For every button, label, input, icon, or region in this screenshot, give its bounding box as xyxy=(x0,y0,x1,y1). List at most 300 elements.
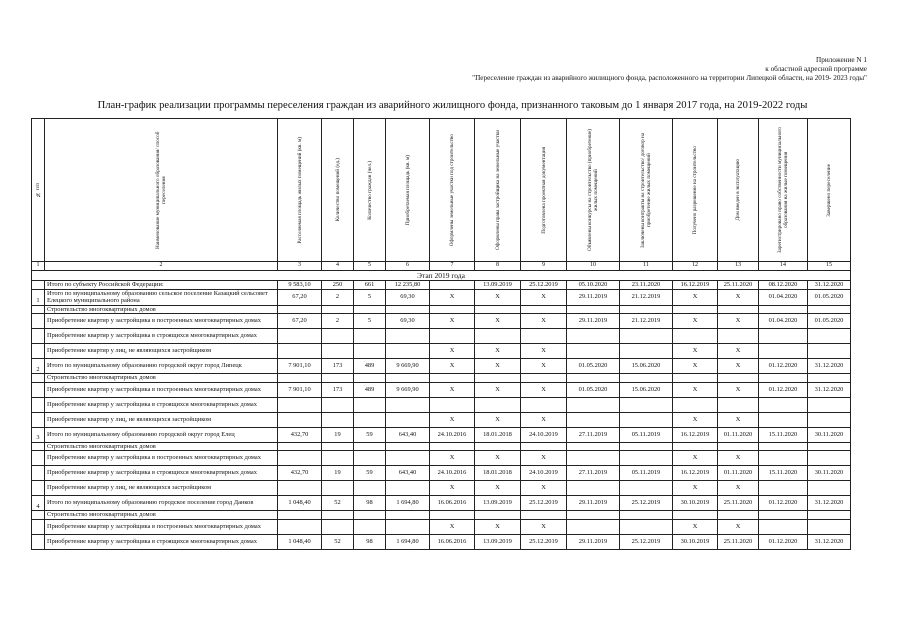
table-cell xyxy=(386,511,430,520)
table-cell: 25.12.2019 xyxy=(620,534,673,549)
table-cell: X xyxy=(475,412,521,427)
table-cell xyxy=(620,519,673,534)
row-number xyxy=(32,442,45,451)
row-number: 4 xyxy=(32,496,45,511)
row-number xyxy=(32,344,45,359)
table-cell xyxy=(475,305,521,314)
row-number xyxy=(32,481,45,496)
table-cell xyxy=(386,451,430,466)
table-cell xyxy=(521,305,567,314)
table-cell: 29.11.2019 xyxy=(567,289,620,305)
table-cell xyxy=(322,519,354,534)
row-number xyxy=(32,534,45,549)
table-cell: X xyxy=(718,289,759,305)
table-cell xyxy=(475,397,521,412)
table-cell xyxy=(567,305,620,314)
table-cell: 15.11.2020 xyxy=(759,427,808,442)
table-cell xyxy=(354,519,386,534)
table-cell: 30.11.2020 xyxy=(808,466,851,481)
table-cell: 31.12.2020 xyxy=(808,382,851,397)
table-cell xyxy=(718,329,759,344)
table-cell xyxy=(521,374,567,383)
table-cell xyxy=(386,329,430,344)
table-cell: 9 669,90 xyxy=(386,359,430,374)
table-cell: 16.12.2019 xyxy=(673,427,718,442)
table-cell: X xyxy=(521,382,567,397)
column-header-label: Дом введен в эксплуатацию xyxy=(735,159,741,221)
appendix-line-1: Приложение N 1 xyxy=(816,56,867,64)
table-cell: X xyxy=(430,314,475,329)
table-cell: X xyxy=(430,382,475,397)
table-cell: 05.10.2020 xyxy=(567,281,620,290)
table-cell xyxy=(430,511,475,520)
table-cell: 15.06.2020 xyxy=(620,359,673,374)
table-cell xyxy=(759,397,808,412)
table-cell: X xyxy=(430,412,475,427)
table-cell: 7 901,10 xyxy=(278,359,322,374)
stage-label: Этап 2019 года xyxy=(32,271,851,281)
table-cell: X xyxy=(430,451,475,466)
table-cell xyxy=(354,305,386,314)
table-cell xyxy=(354,511,386,520)
row-number xyxy=(32,374,45,383)
table-cell: 31.12.2020 xyxy=(808,496,851,511)
table-cell xyxy=(759,329,808,344)
table-row xyxy=(32,412,851,427)
column-number: 11 xyxy=(620,262,673,271)
table-cell: 01.05.2020 xyxy=(567,382,620,397)
table-cell: 52 xyxy=(322,496,354,511)
row-number xyxy=(32,511,45,520)
table-cell: 1 694,80 xyxy=(386,496,430,511)
table-cell: 59 xyxy=(354,427,386,442)
column-number: 10 xyxy=(567,262,620,271)
column-header-label: № п/п xyxy=(35,182,41,198)
table-cell: X xyxy=(521,412,567,427)
column-number: 12 xyxy=(673,262,718,271)
table-cell xyxy=(620,329,673,344)
table-cell xyxy=(620,451,673,466)
table-cell: 05.11.2019 xyxy=(620,466,673,481)
table-cell: X xyxy=(521,344,567,359)
table-cell: 69,30 xyxy=(386,314,430,329)
column-header xyxy=(521,119,567,262)
table-cell: X xyxy=(673,359,718,374)
table-cell: 489 xyxy=(354,382,386,397)
column-header xyxy=(32,119,45,262)
table-cell xyxy=(567,397,620,412)
table-cell: X xyxy=(673,344,718,359)
table-cell: 01.05.2020 xyxy=(808,314,851,329)
table-cell xyxy=(620,344,673,359)
table-cell xyxy=(759,519,808,534)
table-cell xyxy=(808,442,851,451)
table-cell: X xyxy=(521,451,567,466)
table-cell xyxy=(759,344,808,359)
column-number: 9 xyxy=(521,262,567,271)
table-cell: 24.10.2016 xyxy=(430,466,475,481)
column-number: 15 xyxy=(808,262,851,271)
table-cell: X xyxy=(673,412,718,427)
table-cell: 31.12.2020 xyxy=(808,534,851,549)
row-name: Итого по муниципальному образованию сельское поселение Казацкий сельсовет Елецкого муниципального района xyxy=(45,289,278,305)
table-cell xyxy=(759,442,808,451)
table-cell xyxy=(386,412,430,427)
table-cell: 18.01.2018 xyxy=(475,466,521,481)
column-number-row xyxy=(32,262,851,271)
row-number xyxy=(32,305,45,314)
column-header xyxy=(808,119,851,262)
table-cell xyxy=(386,442,430,451)
table-cell xyxy=(475,329,521,344)
table-cell: X xyxy=(475,481,521,496)
table-cell xyxy=(278,344,322,359)
table-cell xyxy=(567,481,620,496)
table-cell: X xyxy=(673,519,718,534)
table-cell xyxy=(278,511,322,520)
table-row xyxy=(32,534,851,549)
table-cell xyxy=(475,442,521,451)
row-name: Приобретение квартир у застройщика в построенных многоквартирных домах xyxy=(45,382,278,397)
table-cell: X xyxy=(521,289,567,305)
table-cell: 29.11.2019 xyxy=(567,496,620,511)
table-cell: 18.01.2018 xyxy=(475,427,521,442)
table-cell xyxy=(278,329,322,344)
table-cell xyxy=(322,374,354,383)
table-cell xyxy=(278,519,322,534)
table-cell: 16.06.2016 xyxy=(430,534,475,549)
table-cell: 23.11.2020 xyxy=(620,281,673,290)
column-header-label: Подготовлена проектная документация xyxy=(540,146,547,234)
column-number: 4 xyxy=(322,262,354,271)
table-cell: X xyxy=(673,481,718,496)
table-cell: 489 xyxy=(354,359,386,374)
table-cell xyxy=(718,442,759,451)
table-cell xyxy=(759,511,808,520)
row-number xyxy=(32,466,45,481)
table-cell xyxy=(567,329,620,344)
table-cell: 16.12.2019 xyxy=(673,466,718,481)
table-cell xyxy=(759,481,808,496)
table-cell xyxy=(673,329,718,344)
row-name: Приобретение квартир у лиц, не являющихся застройщиком xyxy=(45,481,278,496)
table-cell: 69,30 xyxy=(386,289,430,305)
table-cell xyxy=(354,397,386,412)
table-cell xyxy=(620,397,673,412)
table-row xyxy=(32,314,851,329)
table-cell xyxy=(567,519,620,534)
table-cell xyxy=(718,374,759,383)
table-cell xyxy=(808,397,851,412)
table-cell xyxy=(475,374,521,383)
table-row xyxy=(32,481,851,496)
document-title: План-график реализации программы переселения граждан из аварийного жилищного фонда, признанного таковым до 1 января 2017 года, на 2019-2022 годы xyxy=(97,100,808,111)
table-cell xyxy=(718,305,759,314)
column-header xyxy=(567,119,620,262)
table-cell: X xyxy=(673,314,718,329)
table-cell xyxy=(354,374,386,383)
column-header xyxy=(620,119,673,262)
table-cell xyxy=(354,412,386,427)
table-cell: 25.12.2019 xyxy=(521,534,567,549)
column-number: 13 xyxy=(718,262,759,271)
appendix-line-3: "Переселение граждан из аварийного жилищного фонда, расположенного на территории Липецкой области, на 2019- 2023 годы" xyxy=(472,74,867,82)
column-header-label: Оформлены земельные участки под строительство xyxy=(449,133,455,247)
table-row xyxy=(32,305,851,314)
row-name: Приобретение квартир у лиц, не являющихся застройщиком xyxy=(45,412,278,427)
row-name: Приобретение квартир у застройщика в строящихся многоквартирных домах xyxy=(45,329,278,344)
table-cell xyxy=(673,511,718,520)
column-header-label: Заключены контракты на строительство/ договор на приобретение жилых помещений xyxy=(640,132,652,248)
table-cell xyxy=(430,329,475,344)
table-cell: X xyxy=(475,314,521,329)
table-cell: 24.10.2016 xyxy=(430,427,475,442)
table-cell: 01.12.2020 xyxy=(759,382,808,397)
table-cell xyxy=(386,344,430,359)
row-name: Строительство многоквартирных домов xyxy=(45,442,278,451)
table-cell xyxy=(521,329,567,344)
table-row xyxy=(32,329,851,344)
row-number: 1 xyxy=(32,289,45,305)
column-header-label: Количество граждан (чел.) xyxy=(366,160,373,220)
table-cell xyxy=(322,481,354,496)
table-cell xyxy=(430,281,475,290)
column-header-label: Объявлены конкурсы на строительство (приобретение) жилых помещений xyxy=(587,128,599,252)
table-cell: 30.11.2020 xyxy=(808,427,851,442)
table-cell: X xyxy=(673,382,718,397)
table-row xyxy=(32,382,851,397)
table-cell: X xyxy=(673,289,718,305)
column-header xyxy=(673,119,718,262)
table-cell xyxy=(322,329,354,344)
table-row xyxy=(32,397,851,412)
table-cell xyxy=(278,397,322,412)
column-header xyxy=(322,119,354,262)
column-header-label: Завершено переселение xyxy=(826,163,832,217)
column-header xyxy=(278,119,322,262)
appendix-note xyxy=(472,56,867,83)
table-cell: 15.11.2020 xyxy=(759,466,808,481)
table-cell: X xyxy=(430,289,475,305)
table-cell xyxy=(322,397,354,412)
table-cell xyxy=(430,305,475,314)
table-cell xyxy=(808,511,851,520)
table-row xyxy=(32,442,851,451)
table-cell: X xyxy=(475,451,521,466)
table-cell xyxy=(386,374,430,383)
column-header xyxy=(45,119,278,262)
table-cell: X xyxy=(430,359,475,374)
table-cell: X xyxy=(718,519,759,534)
table-cell: 643,40 xyxy=(386,466,430,481)
table-cell: X xyxy=(718,359,759,374)
row-name: Приобретение квартир у лиц, не являющихся застройщиком xyxy=(45,344,278,359)
table-cell: 13.09.2019 xyxy=(475,281,521,290)
table-cell: 250 xyxy=(322,281,354,290)
row-name: Приобретение квартир у застройщика в построенных многоквартирных домах xyxy=(45,314,278,329)
table-cell xyxy=(808,412,851,427)
table-cell: 25.12.2019 xyxy=(521,281,567,290)
table-cell xyxy=(278,451,322,466)
table-cell xyxy=(808,481,851,496)
table-cell xyxy=(620,412,673,427)
table-row xyxy=(32,374,851,383)
table-row xyxy=(32,427,851,442)
table-cell: 01.12.2020 xyxy=(759,496,808,511)
table-cell: X xyxy=(673,451,718,466)
table-cell: 52 xyxy=(322,534,354,549)
table-row xyxy=(32,466,851,481)
table-cell: 29.11.2019 xyxy=(567,314,620,329)
table-cell: 01.04.2020 xyxy=(759,289,808,305)
table-cell: 08.12.2020 xyxy=(759,281,808,290)
table-cell: 01.05.2020 xyxy=(808,289,851,305)
table-cell xyxy=(322,442,354,451)
column-header-label: Расселяемая площадь жилых помещений (кв. м) xyxy=(296,136,303,244)
table-cell: 05.11.2019 xyxy=(620,427,673,442)
table-cell: 5 xyxy=(354,289,386,305)
table-cell: X xyxy=(430,481,475,496)
row-number xyxy=(32,329,45,344)
column-header-label: Количество помещений (ед.) xyxy=(334,158,341,222)
table-cell: 661 xyxy=(354,281,386,290)
table-cell: X xyxy=(430,519,475,534)
table-cell: X xyxy=(718,412,759,427)
column-number: 8 xyxy=(475,262,521,271)
table-cell: 173 xyxy=(322,359,354,374)
table-cell xyxy=(759,412,808,427)
table-cell: 29.11.2019 xyxy=(567,534,620,549)
table-cell xyxy=(567,412,620,427)
column-header-label: Получено разрешение на строительство xyxy=(692,145,698,235)
table-cell xyxy=(430,374,475,383)
table-cell: 2 xyxy=(322,289,354,305)
column-number: 5 xyxy=(354,262,386,271)
table-cell: X xyxy=(718,451,759,466)
table-cell: 1 048,40 xyxy=(278,534,322,549)
column-header xyxy=(475,119,521,262)
row-number xyxy=(32,451,45,466)
table-cell xyxy=(808,374,851,383)
table-cell: 30.10.2019 xyxy=(673,534,718,549)
row-number xyxy=(32,397,45,412)
table-cell: 24.10.2019 xyxy=(521,466,567,481)
row-number xyxy=(32,412,45,427)
table-cell: 12 235,80 xyxy=(386,281,430,290)
table-cell: 31.12.2020 xyxy=(808,281,851,290)
table-cell: 9 669,90 xyxy=(386,382,430,397)
row-name: Итого по муниципальному образованию городской округ город Липецк xyxy=(45,359,278,374)
row-name: Приобретение квартир у застройщика в строящихся многоквартирных домах xyxy=(45,397,278,412)
column-header-label: Зарегистрировано право собственности муниципального образования на жилые помещения xyxy=(777,127,789,253)
table-cell: 31.12.2020 xyxy=(808,359,851,374)
table-cell: 5 xyxy=(354,314,386,329)
table-cell xyxy=(475,511,521,520)
column-header xyxy=(430,119,475,262)
table-cell: X xyxy=(475,344,521,359)
table-cell xyxy=(673,305,718,314)
table-cell: X xyxy=(521,359,567,374)
table-row xyxy=(32,519,851,534)
table-cell xyxy=(759,305,808,314)
row-number xyxy=(32,281,45,290)
table-cell: X xyxy=(718,314,759,329)
table-cell: 13.09.2019 xyxy=(475,496,521,511)
table-cell: 59 xyxy=(354,466,386,481)
table-cell: 21.12.2019 xyxy=(620,289,673,305)
table-cell xyxy=(354,481,386,496)
table-cell: 01.05.2020 xyxy=(567,359,620,374)
schedule-table xyxy=(31,118,851,550)
table-cell: 9 583,10 xyxy=(278,281,322,290)
table-cell: X xyxy=(718,344,759,359)
table-cell: 16.12.2019 xyxy=(673,281,718,290)
column-header xyxy=(759,119,808,262)
column-number: 7 xyxy=(430,262,475,271)
table-cell xyxy=(521,397,567,412)
table-cell: 27.11.2019 xyxy=(567,427,620,442)
table-cell xyxy=(430,442,475,451)
row-name: Приобретение квартир у застройщика в построенных многоквартирных домах xyxy=(45,519,278,534)
table-cell xyxy=(759,374,808,383)
table-cell: 7 901,10 xyxy=(278,382,322,397)
table-cell: 67,20 xyxy=(278,314,322,329)
table-cell xyxy=(620,442,673,451)
table-cell xyxy=(354,329,386,344)
row-name: Приобретение квартир у застройщика в строящихся многоквартирных домах xyxy=(45,534,278,549)
table-cell: X xyxy=(475,289,521,305)
table-cell xyxy=(718,511,759,520)
appendix-line-2: к областной адресной программе xyxy=(765,65,867,73)
table-cell xyxy=(567,511,620,520)
table-cell xyxy=(354,451,386,466)
table-cell: X xyxy=(521,314,567,329)
table-cell: 643,40 xyxy=(386,427,430,442)
table-cell: X xyxy=(475,359,521,374)
table-row xyxy=(32,289,851,305)
row-number xyxy=(32,519,45,534)
table-cell xyxy=(567,344,620,359)
table-cell: 15.06.2020 xyxy=(620,382,673,397)
table-cell: 25.11.2020 xyxy=(718,496,759,511)
table-cell xyxy=(620,511,673,520)
table-cell xyxy=(718,397,759,412)
row-name: Строительство многоквартирных домов xyxy=(45,374,278,383)
stage-row xyxy=(32,271,851,281)
table-cell xyxy=(567,374,620,383)
row-name: Итого по субъекту Российской Федерации: xyxy=(45,281,278,290)
table-cell: X xyxy=(718,481,759,496)
table-cell xyxy=(808,305,851,314)
column-header-label: Приобретаемая площадь (кв. м) xyxy=(404,154,411,226)
row-number: 3 xyxy=(32,427,45,442)
table-cell xyxy=(278,412,322,427)
table-cell: 01.12.2020 xyxy=(759,359,808,374)
table-cell: 67,20 xyxy=(278,289,322,305)
table-cell xyxy=(322,412,354,427)
table-cell xyxy=(567,442,620,451)
row-name: Итого по муниципальному образованию городское поселение город Данков xyxy=(45,496,278,511)
table-cell: X xyxy=(475,382,521,397)
table-cell xyxy=(322,451,354,466)
table-cell: X xyxy=(718,382,759,397)
table-cell: 25.11.2020 xyxy=(718,281,759,290)
table-cell: 30.10.2019 xyxy=(673,496,718,511)
column-header xyxy=(386,119,430,262)
column-header-label: Оформлены права застройщика на земельные участки xyxy=(494,130,501,250)
table-cell: X xyxy=(521,519,567,534)
column-number: 2 xyxy=(45,262,278,271)
